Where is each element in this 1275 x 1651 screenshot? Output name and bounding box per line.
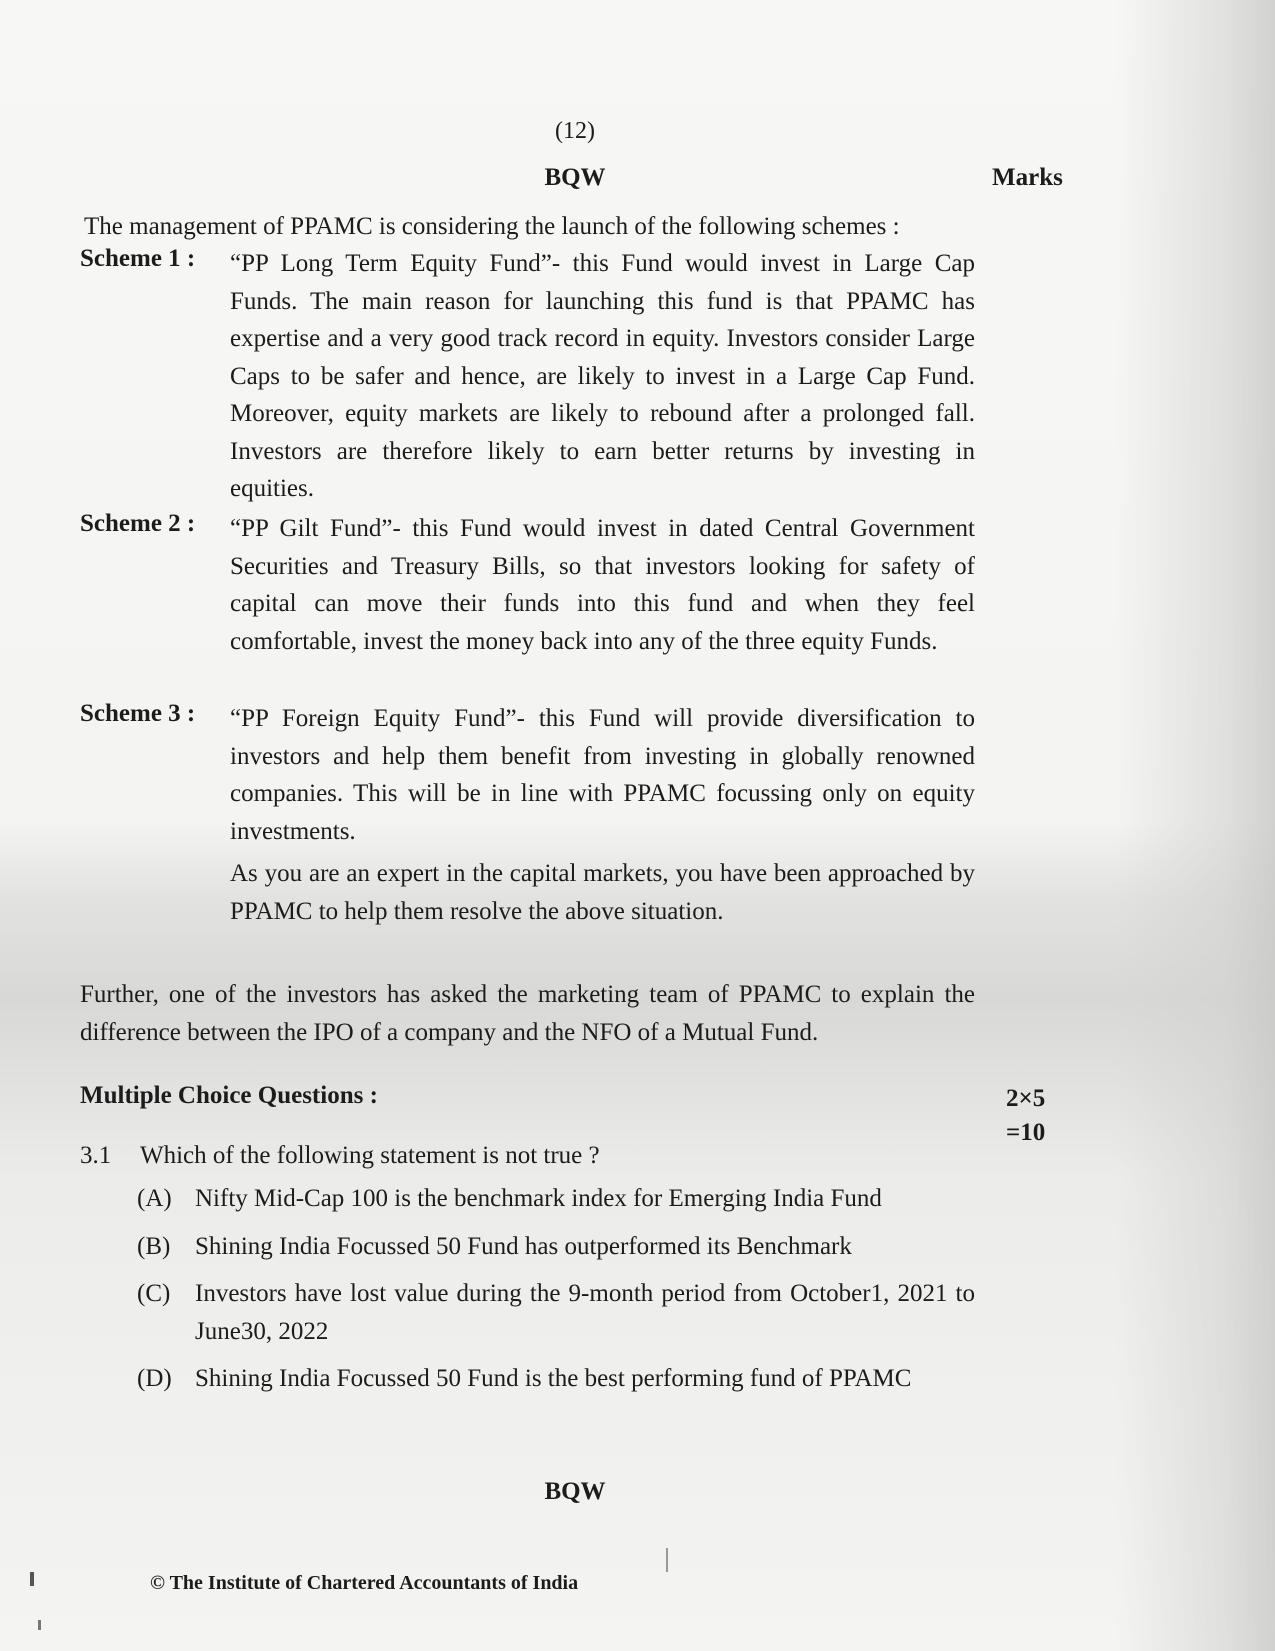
marks-heading: Marks [992,164,1063,191]
mcq-heading: Multiple Choice Questions : [80,1082,378,1109]
option-d-label: (D) [137,1365,172,1392]
page-number: (12) [555,118,595,144]
scheme-1-label: Scheme 1 : [80,245,196,272]
scheme-1-text: “PP Long Term Equity Fund”- this Fund would invest in Large Cap Funds. The main reason for launching this fund is that PPAMC has expertise and a very good track record in equity. Investors consider Large Caps to be safer and hence, are likely to invest in a Large Cap Fund. Moreover, equity markets are likely to rebound after a prolonged fall. Investors are therefore likely to earn better returns by investing in equities. [230,250,975,502]
mcq-marks [1006,1082,1045,1150]
option-a-text: Nifty Mid-Cap 100 is the benchmark index for Emerging India Fund [195,1185,882,1212]
mcq-marks-line-2: =10 [1006,1119,1046,1146]
option-d-text: Shining India Focussed 50 Fund is the best performing fund of PPAMC [195,1365,912,1392]
scan-artifact [30,1572,34,1586]
option-a-label: (A) [137,1185,172,1212]
scheme-2-label: Scheme 2 : [80,510,196,537]
footer-code: BQW [544,1478,606,1505]
scan-edge-shadow [1115,0,1275,1651]
option-c-text: Investors have lost value during the 9-month period from October1, 2021 to June30, 2022 [195,1280,975,1345]
scheme-2-text: “PP Gilt Fund”- this Fund would invest in dated Central Government Securities and Treasury Bills, so that investors looking for safety of capital can move their funds into this fund and when they feel comfortable, invest the money back into any of the three equity Funds. [230,515,975,655]
scheme-3-extra-text: As you are an expert in the capital markets, you have been approached by PPAMC to help them resolve the above situation. [230,860,975,925]
option-b-label: (B) [137,1233,171,1260]
question-text: Which of the following statement is not true ? [140,1142,600,1169]
header-code: BQW [544,164,606,191]
scan-artifact [666,1548,668,1572]
scheme-3-text: “PP Foreign Equity Fund”- this Fund will provide diversification to investors and help them benefit from investing in globally renowned companies. This will be in line with PPAMC focussing only on equity investments. [230,705,975,845]
option-c-label: (C) [137,1280,171,1307]
scan-artifact [38,1620,41,1630]
mcq-marks-line-1: 2×5 [1006,1085,1046,1112]
option-b-text: Shining India Focussed 50 Fund has outperformed its Benchmark [195,1233,852,1260]
scheme-3-label: Scheme 3 : [80,700,196,727]
copyright-notice: © The Institute of Chartered Accountants of India [150,1572,579,1594]
intro-paragraph: The management of PPAMC is considering the launch of the following schemes : [84,213,900,240]
further-paragraph: Further, one of the investors has asked the marketing team of PPAMC to explain the difference between the IPO of a company and the NFO of a Mutual Fund. [80,981,975,1046]
question-number: 3.1 [80,1142,112,1169]
